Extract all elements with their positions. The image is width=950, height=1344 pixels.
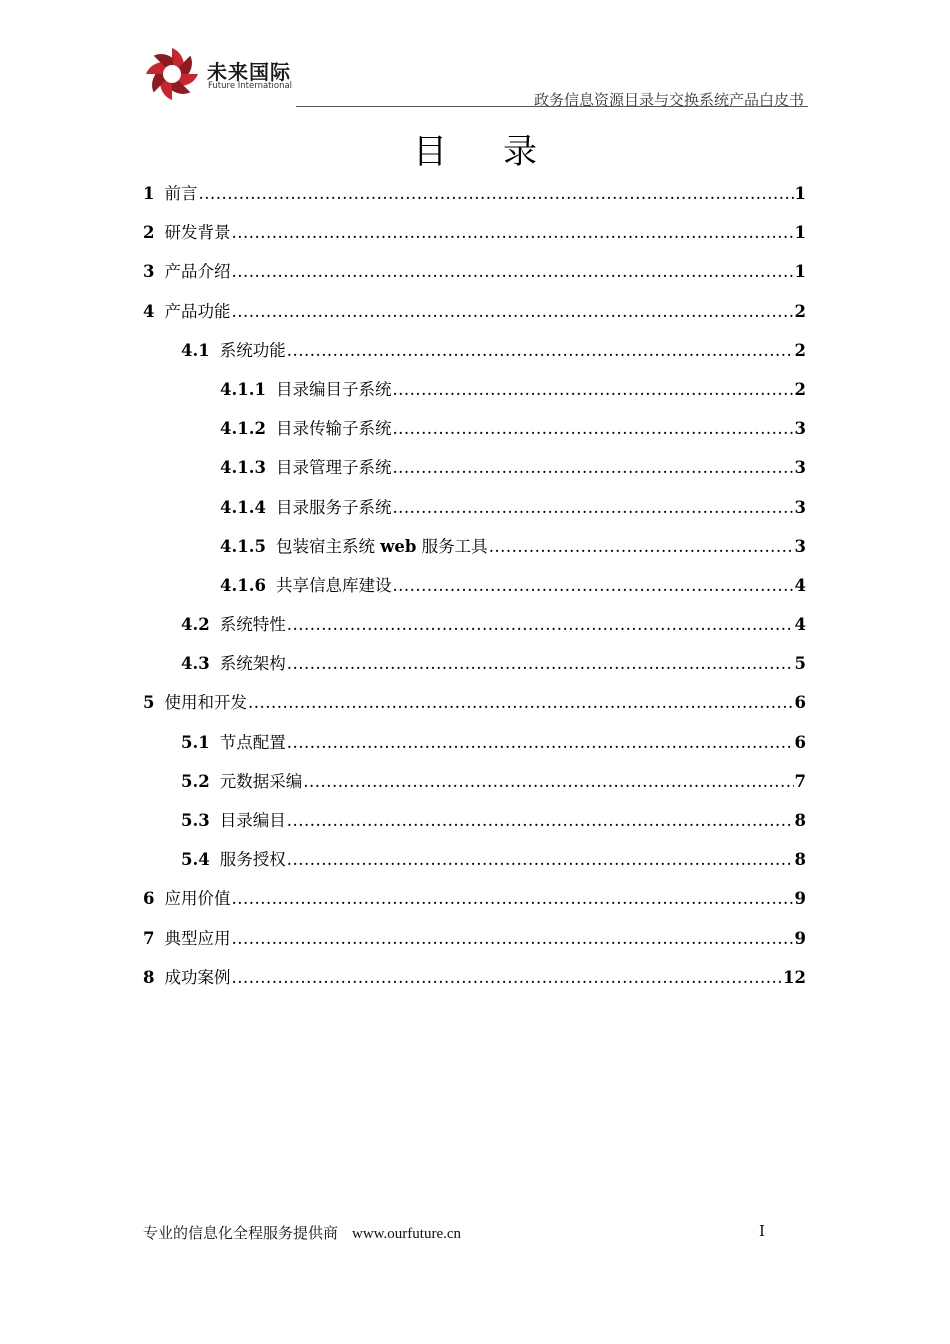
toc-entry-page: 2 [794,301,806,321]
toc-entry[interactable] [143,527,806,566]
toc-entry-page: 1 [794,223,806,243]
toc-entry-title: 服务授权 [219,850,286,870]
toc-entry-title: 目录编目 [219,811,286,830]
toc-dot-leader [489,527,794,566]
toc-entry[interactable] [143,723,806,762]
toc-entry-page: 8 [794,850,806,870]
document-title: 政务信息资源目录与交换系统产品白皮书 [533,91,804,109]
toc-entry-number: 4 [143,301,155,321]
toc-entry-title: 节点配置 [219,732,286,752]
footer-tagline: 专业的信息化全程服务提供商 [143,1224,339,1242]
toc-entry-number: 5.3 [181,811,210,830]
toc-entry[interactable] [143,370,806,409]
toc-entry[interactable] [143,252,806,291]
toc-entry-title: 应用价值 [164,889,231,909]
toc-dot-leader [392,370,793,409]
toc-entry-page: 3 [794,497,806,517]
toc-dot-leader [287,801,794,840]
toc-dot-leader [231,879,793,918]
toc-entry-title: 典型应用 [164,928,231,948]
toc-dot-leader [231,919,793,958]
toc-entry-title: 目录传输子系统 [275,419,392,439]
toc-entry-number: 4.1.3 [220,458,266,478]
footer-url[interactable]: www.ourfuture.cn [352,1226,462,1242]
toc-entry-number: 5.2 [181,771,210,791]
toc-entry-title: 成功案例 [164,967,231,987]
footer-page-number: I [759,1222,765,1240]
toc-entry[interactable] [143,174,806,213]
toc-entry[interactable] [143,801,806,840]
toc-entry-title: 使用和开发 [164,693,247,713]
table-of-contents [143,174,806,997]
toc-dot-leader [287,644,794,683]
toc-entry-page: 1 [794,184,806,203]
toc-entry-number: 5.1 [181,732,210,752]
toc-entry-number: 4.1.4 [220,497,266,517]
toc-dot-leader [287,840,794,879]
toc-entry[interactable] [143,605,806,644]
toc-entry-number: 4.1.1 [220,379,266,399]
toc-entry[interactable] [143,488,806,527]
toc-entry-title: 目录管理子系统 [275,458,392,478]
header-divider [296,106,808,107]
toc-entry[interactable] [143,958,806,997]
toc-entry-page: 4 [794,575,806,595]
toc-entry-page: 9 [794,928,806,948]
logo-center [163,65,181,83]
toc-entry-page: 6 [794,732,806,752]
toc-dot-leader [287,723,794,762]
toc-entry-number: 7 [143,928,155,948]
toc-entry-title: 系统功能 [219,340,286,360]
toc-entry-number: 1 [143,184,155,203]
toc-entry-number: 4.2 [181,615,210,635]
toc-entry-number: 6 [143,889,155,909]
toc-entry-title: 研发背景 [164,223,231,243]
toc-heading: 目录 [413,132,593,172]
toc-dot-leader [231,252,793,291]
toc-entry[interactable] [143,448,806,487]
toc-entry-page: 8 [794,811,806,830]
toc-entry-title: 目录服务子系统 [275,497,392,517]
toc-entry-number: 8 [143,967,155,987]
toc-dot-leader [303,762,793,801]
toc-dot-leader [231,213,793,252]
toc-dot-leader [287,331,794,370]
toc-dot-leader [392,409,793,448]
toc-entry-title: 产品介绍 [164,262,231,282]
toc-dot-leader [392,488,793,527]
toc-entry[interactable] [143,409,806,448]
logo-english-name: Future International [208,81,293,91]
toc-entry-page: 6 [794,693,806,713]
toc-entry-title: 前言 [164,184,198,203]
toc-entry[interactable] [143,566,806,605]
toc-entry[interactable] [143,213,806,252]
toc-entry-page: 3 [794,458,806,478]
toc-dot-leader [287,605,794,644]
toc-dot-leader [248,683,794,722]
toc-entry-number: 4.3 [181,654,210,674]
toc-entry-title: 共享信息库建设 [275,575,392,595]
toc-entry-page: 2 [794,379,806,399]
toc-entry[interactable] [143,683,806,722]
toc-entry-page: 7 [794,771,806,791]
toc-entry-page: 5 [794,654,806,674]
toc-entry-page: 1 [794,262,806,282]
toc-entry[interactable] [143,292,806,331]
toc-entry[interactable] [143,762,806,801]
toc-dot-leader [392,566,793,605]
toc-entry-number: 3 [143,262,155,282]
toc-entry-title: 系统特性 [219,615,286,635]
toc-entry[interactable] [143,644,806,683]
toc-dot-leader [392,448,793,487]
toc-entry-number: 4.1.6 [220,575,266,595]
toc-entry-number: 4.1 [181,340,210,360]
toc-dot-leader [198,174,793,213]
toc-entry-number: 4.1.2 [220,419,266,439]
toc-entry-page: 2 [794,340,806,360]
logo-chinese-name: 未来国际 [207,60,291,84]
toc-entry-page: 3 [794,419,806,439]
toc-entry[interactable] [143,840,806,879]
toc-dot-leader [231,958,782,997]
toc-entry-number: 4.1.5 [220,536,266,556]
future-international-logo-icon [142,44,202,104]
toc-entry-number: 5.4 [181,850,210,870]
toc-entry-title: 元数据采编 [219,771,303,791]
toc-entry-page: 4 [794,615,806,635]
toc-entry[interactable] [143,331,806,370]
toc-dot-leader [231,292,793,331]
toc-entry-title: 目录编目子系统 [275,379,392,399]
toc-entry-page: 3 [794,536,806,556]
toc-entry-title: 产品功能 [164,301,231,321]
toc-entry-number: 2 [143,223,155,243]
toc-entry-page: 9 [794,889,806,909]
toc-entry[interactable] [143,879,806,918]
toc-entry-title: 包装宿主系统 web 服务工具 [275,536,488,556]
toc-entry-title: 系统架构 [219,654,286,674]
footer [143,1222,461,1243]
toc-entry-number: 5 [143,693,155,713]
toc-entry-page: 12 [783,967,806,987]
toc-entry[interactable] [143,919,806,958]
